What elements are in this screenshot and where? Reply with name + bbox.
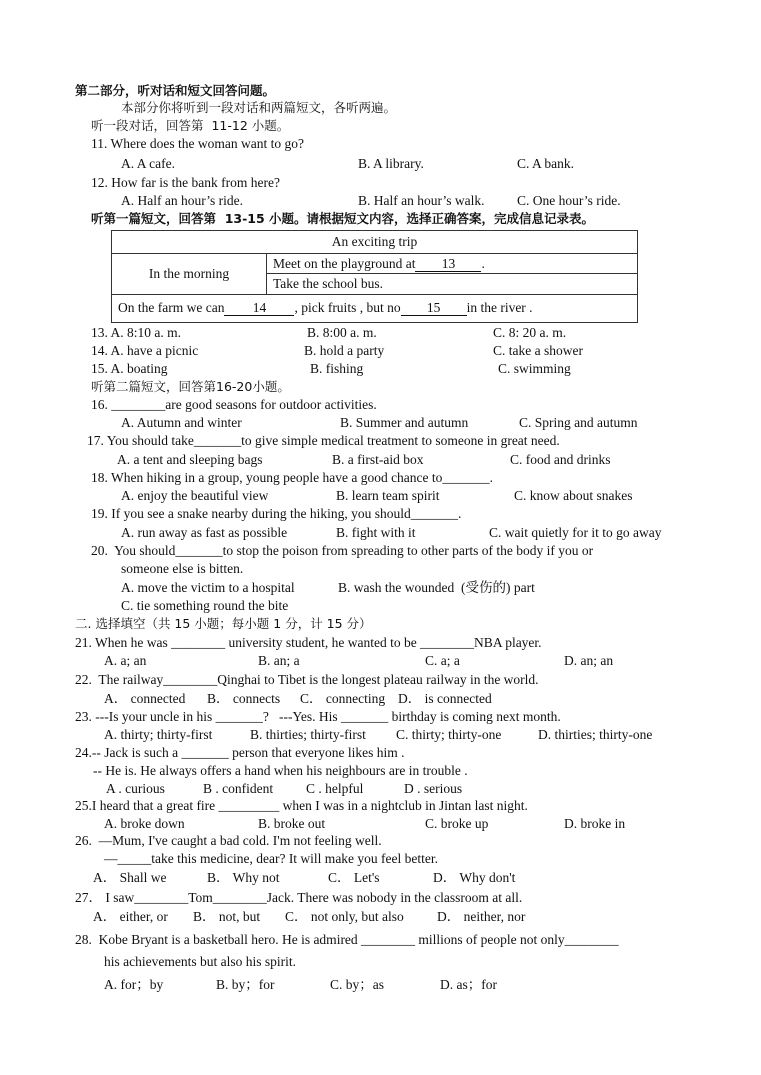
q23-option-c: C. thirty; thirty-one bbox=[396, 727, 502, 742]
question-28-stem-cont: his achievements but also his spirit. bbox=[104, 954, 296, 969]
q27-option-b: B． not, but bbox=[193, 909, 261, 924]
table-morning-label: In the morning bbox=[112, 254, 267, 294]
q13-option-b: B. 8:00 a. m. bbox=[307, 325, 377, 340]
meet-suffix: . bbox=[481, 255, 485, 271]
q20-option-c: C. tie something round the bite bbox=[121, 598, 289, 613]
q16-option-a: A. Autumn and winter bbox=[121, 415, 242, 430]
q26-option-c: C． Let's bbox=[328, 870, 380, 885]
q25-option-c: C. broke up bbox=[425, 816, 489, 831]
q13-option-c: C. 8: 20 a. m. bbox=[493, 325, 567, 340]
question-17-stem: 17. You should take_______to give simple medical treatment to someone in great need. bbox=[87, 433, 560, 448]
q28-option-d: D. as；for bbox=[440, 977, 497, 992]
dialogue-instruction: 听一段对话，回答第 11-12 小题。 bbox=[91, 118, 290, 133]
q19-option-b: B. fight with it bbox=[336, 525, 416, 540]
q17-option-b: B. a first-aid box bbox=[332, 452, 424, 467]
q21-option-a: A. a; an bbox=[104, 653, 147, 668]
q25-option-d: D. broke in bbox=[564, 816, 626, 831]
farm-suffix: in the river . bbox=[466, 300, 533, 316]
blank-15: 15 bbox=[401, 301, 467, 316]
q24-option-d: D . serious bbox=[404, 781, 463, 796]
farm-prefix: On the farm we can bbox=[118, 300, 225, 316]
passage2-instruction: 听第二篇短文，回答第16-20小题。 bbox=[91, 379, 290, 394]
table-meet-cell bbox=[267, 254, 638, 274]
q14-option-b: B. hold a party bbox=[304, 343, 385, 358]
q14-option-c: C. take a shower bbox=[493, 343, 583, 358]
q25-option-b: B. broke out bbox=[258, 816, 326, 831]
q13-option-a: 13. A. 8:10 a. m. bbox=[91, 325, 181, 340]
question-19-stem: 19. If you see a snake nearby during the hiking, you should_______. bbox=[91, 506, 462, 521]
q15-option-b: B. fishing bbox=[310, 361, 364, 376]
q23-option-a: A. thirty; thirty-first bbox=[104, 727, 213, 742]
q17-option-a: A. a tent and sleeping bags bbox=[117, 452, 263, 467]
q16-option-b: B. Summer and autumn bbox=[340, 415, 469, 430]
q11-option-a: A. A cafe. bbox=[121, 156, 175, 171]
q22-option-d: D． is connected bbox=[398, 691, 492, 706]
question-16-stem: 16. ________are good seasons for outdoor activities. bbox=[91, 397, 377, 412]
q24-option-c: C . helpful bbox=[306, 781, 364, 796]
q14-option-a: 14. A. have a picnic bbox=[91, 343, 199, 358]
question-27-stem: 27． I saw________Tom________Jack. There was nobody in the classroom at all. bbox=[75, 890, 523, 905]
q24-option-a: A . curious bbox=[106, 781, 165, 796]
q21-option-b: B. an; a bbox=[258, 653, 300, 668]
q21-option-c: C. a; a bbox=[425, 653, 460, 668]
q24-option-b: B . confident bbox=[203, 781, 274, 796]
q28-option-b: B. by；for bbox=[216, 977, 275, 992]
info-record-table bbox=[111, 230, 638, 323]
question-20-stem-cont: someone else is bitten. bbox=[121, 561, 244, 576]
q12-option-a: A. Half an hour’s ride. bbox=[121, 193, 243, 208]
question-24-stem: 24.-- Jack is such a _______ person that everyone likes him . bbox=[75, 745, 405, 760]
q27-option-d: D． neither, nor bbox=[437, 909, 526, 924]
q26-option-d: D． Why don't bbox=[433, 870, 516, 885]
question-12-stem: 12. How far is the bank from here? bbox=[91, 175, 280, 190]
q28-option-c: C. by；as bbox=[330, 977, 384, 992]
blank-13: 13 bbox=[415, 257, 481, 272]
q18-option-a: A. enjoy the beautiful view bbox=[121, 488, 269, 503]
q20-option-a: A. move the victim to a hospital bbox=[121, 580, 295, 595]
q23-option-d: D. thirties; thirty-one bbox=[538, 727, 653, 742]
question-11-stem: 11. Where does the woman want to go? bbox=[91, 136, 304, 151]
question-26-stem-cont: —_____take this medicine, dear? It will make you feel better. bbox=[104, 851, 439, 866]
q11-option-b: B. A library. bbox=[358, 156, 424, 171]
q18-option-b: B. learn team spirit bbox=[336, 488, 440, 503]
q26-option-a: A． Shall we bbox=[93, 870, 167, 885]
q15-option-c: C. swimming bbox=[498, 361, 571, 376]
q20-option-b: B. wash the wounded (受伤的) part bbox=[338, 580, 535, 595]
q22-option-c: C． connecting bbox=[300, 691, 386, 706]
question-28-stem: 28. Kobe Bryant is a basketball hero. He is admired ________ millions of people not only________ bbox=[75, 932, 619, 947]
q12-option-b: B. Half an hour’s walk. bbox=[358, 193, 485, 208]
q27-option-a: A． either, or bbox=[93, 909, 168, 924]
table-farm-cell bbox=[112, 294, 638, 322]
q25-option-a: A. broke down bbox=[104, 816, 185, 831]
q21-option-d: D. an; an bbox=[564, 653, 614, 668]
q28-option-a: A. for；by bbox=[104, 977, 164, 992]
q22-option-b: B． connects bbox=[207, 691, 281, 706]
section-intro: 本部分你将听到一段对话和两篇短文，各听两遍。 bbox=[121, 100, 397, 115]
q22-option-a: A． connected bbox=[104, 691, 186, 706]
q19-option-c: C. wait quietly for it to go away bbox=[489, 525, 662, 540]
question-24-stem-cont: -- He is. He always offers a hand when his neighbours are in trouble . bbox=[93, 763, 468, 778]
q23-option-b: B. thirties; thirty-first bbox=[250, 727, 366, 742]
passage1-instruction: 听第一篇短文，回答第 13-15 小题。请根据短文内容，选择正确答案，完成信息记录表。 bbox=[91, 211, 595, 226]
farm-mid: , pick fruits , but no bbox=[294, 300, 401, 316]
q16-option-c: C. Spring and autumn bbox=[519, 415, 638, 430]
question-23-stem: 23. ---Is your uncle in his _______? ---Yes. His _______ birthday is coming next month. bbox=[75, 709, 561, 724]
question-25-stem: 25.I heard that a great fire _________ when I was in a nightclub in Jintan last night. bbox=[75, 798, 528, 813]
question-21-stem: 21. When he was ________ university student, he wanted to be ________NBA player. bbox=[75, 635, 542, 650]
blank-14: 14 bbox=[224, 301, 294, 316]
q11-option-c: C. A bank. bbox=[517, 156, 575, 171]
question-22-stem: 22. The railway________Qinghai to Tibet is the longest plateau railway in the world. bbox=[75, 672, 539, 687]
fill-section-heading: 二. 选择填空（共 15 小题；每小题 1 分，计 15 分） bbox=[75, 616, 372, 631]
table-bus-cell: Take the school bus. bbox=[267, 274, 638, 294]
q18-option-c: C. know about snakes bbox=[514, 488, 633, 503]
question-20-stem: 20. You should_______to stop the poison from spreading to other parts of the body if you or bbox=[91, 543, 594, 558]
question-26-stem: 26. —Mum, I've caught a bad cold. I'm not feeling well. bbox=[75, 833, 382, 848]
q17-option-c: C. food and drinks bbox=[510, 452, 611, 467]
q12-option-c: C. One hour’s ride. bbox=[517, 193, 621, 208]
question-18-stem: 18. When hiking in a group, young people have a good chance to_______. bbox=[91, 470, 494, 485]
q26-option-b: B． Why not bbox=[207, 870, 280, 885]
meet-prefix: Meet on the playground at bbox=[273, 255, 416, 271]
q15-option-a: 15. A. boating bbox=[91, 361, 168, 376]
q27-option-c: C． not only, but also bbox=[285, 909, 404, 924]
table-title: An exciting trip bbox=[112, 231, 638, 254]
section-heading: 第二部分，听对话和短文回答问题。 bbox=[75, 83, 276, 98]
q19-option-a: A. run away as fast as possible bbox=[121, 525, 288, 540]
